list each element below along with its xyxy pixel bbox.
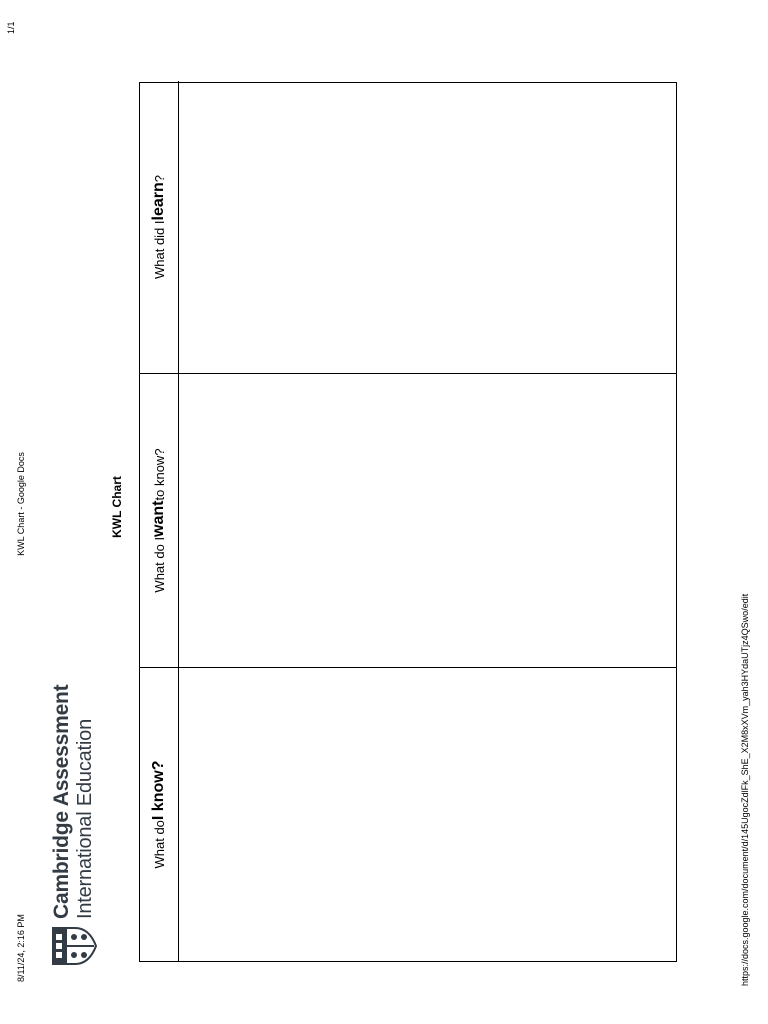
page-title: KWL Chart	[110, 476, 124, 538]
header-suffix: to know?	[151, 448, 167, 501]
kwl-column-learn	[140, 81, 676, 373]
kwl-cell-know[interactable]	[179, 668, 676, 961]
kwl-header-know	[140, 668, 179, 961]
kwl-cell-want[interactable]	[179, 374, 676, 667]
logo-line1: Cambridge Assessment	[50, 684, 73, 919]
header-keyword: learn	[150, 182, 167, 221]
kwl-cell-learn[interactable]	[179, 81, 676, 373]
header-prefix: What do I	[151, 536, 167, 593]
header-keyword: I know	[150, 770, 167, 821]
header-suffix: ?	[150, 760, 167, 771]
cambridge-crest-icon	[51, 926, 97, 966]
header-prefix: What did I	[151, 220, 167, 280]
print-doc-title: KWL Chart - Google Docs	[16, 452, 26, 556]
print-datetime: 8/11/24, 2:16 PM	[16, 914, 26, 982]
kwl-column-know	[140, 667, 676, 961]
kwl-header-want	[140, 374, 179, 667]
header-keyword: want	[150, 500, 167, 537]
page-number: 1/1	[6, 21, 16, 34]
print-url: https://docs.google.com/document/d/145UgocZdlFk_ShE_X2M8xXVm_yah3HYdaUTjz4QSwo/edit	[740, 593, 750, 986]
header-suffix: ?	[151, 175, 167, 183]
logo-line2: International Education	[74, 719, 96, 919]
header-prefix: What do	[151, 820, 167, 869]
kwl-table	[139, 82, 677, 962]
kwl-header-learn	[140, 81, 179, 373]
kwl-column-want	[140, 373, 676, 667]
